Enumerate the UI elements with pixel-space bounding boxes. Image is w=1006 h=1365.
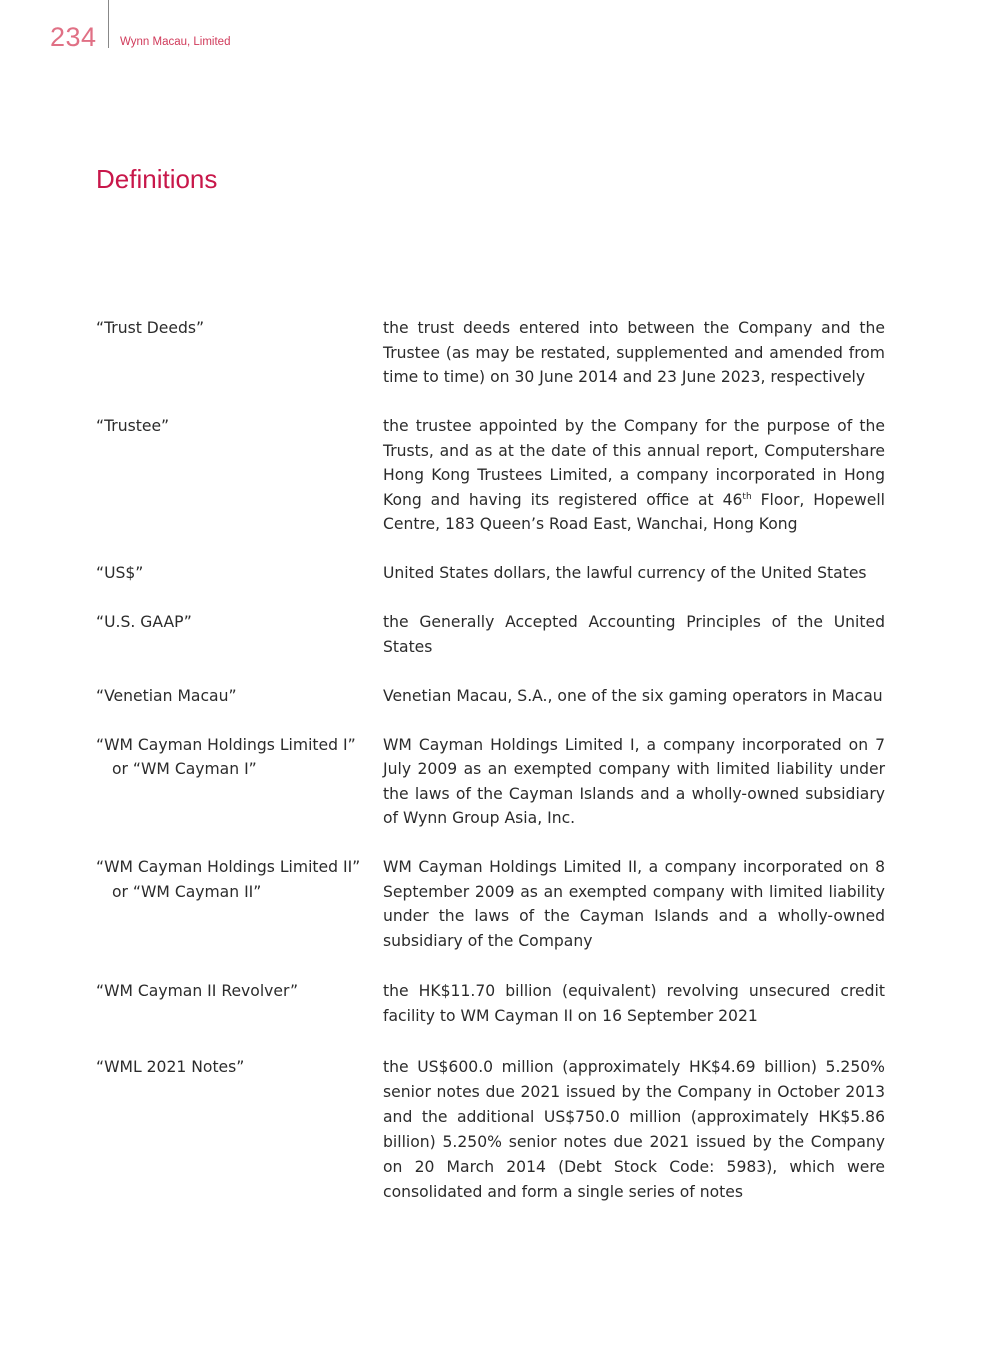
page-header [50, 0, 450, 60]
meaning-text: Floor, Hopewell Centre, 183 Queen’s Road East, Wanchai, Hong Kong [383, 490, 885, 533]
term-text: “Venetian Macau” [96, 686, 237, 705]
definition-meaning: Venetian Macau, S.A., one of the six gaming operators in Macau [383, 686, 883, 705]
header-divider [108, 0, 109, 48]
meaning-text: the trustee appointed by the Company for the purpose of the Trusts, and as at the date of this annual report, Computershare Hong Kong Trustees Limited, a company incorporated in Hong Kong and having its registered office at 46 [383, 417, 885, 509]
definition-row [96, 414, 885, 537]
definition-meaning: WM Cayman Holdings Limited I, a company incorporated on 7 July 2009 as an exempted company with limited liability under the laws of the Cayman Islands and a wholly-owned subsidiary of Wynn Group Asia, Inc. [383, 735, 885, 827]
definition-term [96, 1055, 383, 1205]
page-number: 234 [50, 22, 97, 52]
definition-row [96, 1055, 885, 1205]
definition-row [96, 610, 885, 659]
definition-term [96, 561, 383, 586]
term-text-line2: or “WM Cayman II” [112, 882, 262, 901]
definition-meaning: the US$600.0 million (approximately HK$4.69 billion) 5.250% senior notes due 2021 issued by the Company in October 2013 and the additional US$750.0 million (approximately HK$5.86 billion) 5.250% senior notes due 2021 issued by the Company on 20 March 2014 (Debt Stock Code: 5983), which were consolidated and form a single series of notes [383, 1058, 885, 1201]
definition-row [96, 684, 885, 709]
definition-meaning: the trust deeds entered into between the Company and the Trustee (as may be restated, supplemented and amended from time to time) on 30 June 2014 and 23 June 2023, respectively [383, 319, 885, 386]
company-name: Wynn Macau, Limited [120, 36, 231, 48]
definition-term [96, 610, 383, 659]
definition-row [96, 855, 885, 953]
definition-row [96, 561, 885, 586]
definition-row [96, 316, 885, 390]
definition-meaning: the Generally Accepted Accounting Principles of the United States [383, 613, 885, 656]
term-text: “WM Cayman Holdings Limited I” [96, 735, 356, 754]
term-text: “US$” [96, 564, 144, 582]
definition-term [96, 855, 383, 953]
definitions-list [96, 316, 885, 1205]
term-text-line2: or “WM Cayman I” [112, 760, 257, 778]
definition-meaning [383, 414, 885, 537]
definition-term [96, 733, 383, 831]
term-text: “WM Cayman Holdings Limited II” [96, 858, 361, 876]
term-text: “Trust Deeds” [96, 319, 205, 337]
definition-term [96, 684, 383, 709]
superscript: th [742, 491, 752, 502]
page-title: Definitions [96, 164, 218, 194]
definition-meaning: the HK$11.70 billion (equivalent) revolving unsecured credit facility to WM Cayman II on 16 September 2021 [383, 982, 885, 1025]
definition-term [96, 414, 383, 537]
term-text: “WM Cayman II Revolver” [96, 982, 299, 1000]
definition-meaning: United States dollars, the lawful currency of the United States [383, 564, 867, 582]
term-text: “WML 2021 Notes” [96, 1058, 245, 1076]
definition-meaning: WM Cayman Holdings Limited II, a company incorporated on 8 September 2009 as an exempted company with limited liability under the laws of the Cayman Islands and a wholly-owned subsidiary of the Company [383, 858, 885, 950]
definition-row [96, 733, 885, 831]
definition-term [96, 316, 383, 390]
term-text: “U.S. GAAP” [96, 613, 192, 631]
term-text: “Trustee” [96, 417, 170, 435]
definition-row [96, 979, 885, 1029]
definition-term [96, 979, 383, 1029]
